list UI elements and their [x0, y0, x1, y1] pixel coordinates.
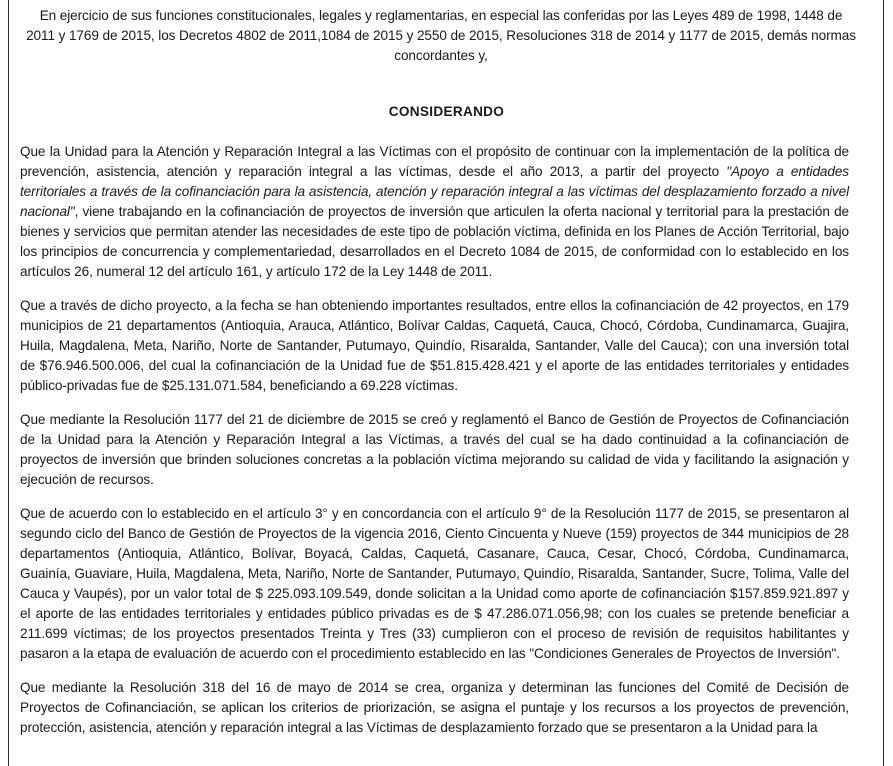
paragraph-4: Que de acuerdo con lo establecido en el artículo 3° y en concordancia con el artículo 9° de la Resolución 1177 de 2015, se presentaron al segundo ciclo del Banco de Gestión de Proyectos de la vigencia 2016, Ciento Cincuenta y Nueve (159) proyectos de 344 municipios de 28 departamentos (Antioquia, Atlántico, Bolívar, Boyacá, Caldas, Caquetá, Casanare, Cauca, Cesar, Chocó, Córdoba, Cundinamarca, Guainía, Guaviare, Huila, Magdalena, Meta, Nariño, Norte de Santander, Putumayo, Quindío, Risaralda, Santander, Sucre, Tolima, Valle del Cauca y Vaupés), por un valor total de $ 225.093.109.549, donde solicitan a la Unidad como aporte de cofinanciación $157.859.921.897 y el aporte de las entidades territoriales y entidades público privadas es de $ 47.286.071.056,98; con los cuales se pretende beneficiar a 211.699 víctimas; de los proyectos presentados Treinta y Tres (33) cumplieron con el proceso de revisión de requisitos habilitantes y pasaron a la etapa de evaluación de acuerdo con el procedimiento establecido en las "Condiciones Generales de Proyectos de Inversión".	[20, 506, 849, 661]
paragraph-1	[20, 142, 849, 282]
paragraph-1-text-start: Que la Unidad para la Atención y Reparación Integral a las Víctimas con el propósito de continuar con la implementación de la política de prevención, asistencia, atención y reparación integral a las víctimas, desde el año 2013, a partir del proyecto	[20, 144, 849, 179]
section-heading: CONSIDERANDO	[388, 104, 505, 119]
intro-paragraph: En ejercicio de sus funciones constitucionales, legales y reglamentarias, en especial las conferidas por las Leyes 489 de 1998, 1448 de 2011 y 1769 de 2015, los Decretos 4802 de 2011,1084 de 2015 y 2550 de 2015, Resoluciones 318 de 2014 y 1177 de 2015, demás normas concordantes y,	[26, 8, 856, 63]
paragraph-2: Que a través de dicho proyecto, a la fecha se han obteniendo importantes resultados, entre ellos la cofinanciación de 42 proyectos, en 179 municipios de 21 departamentos (Antioquia, Arauca, Atlántico, Bolívar Caldas, Caquetá, Cauca, Chocó, Córdoba, Cundinamarca, Guajira, Huila, Magdalena, Meta, Nariño, Norte de Santander, Putumayo, Quindío, Risaralda, Santander, Valle del Cauca); con una inversión total de $76.946.500.006, del cual la cofinanciación de la Unidad fue de $51.815.428.421 y el aporte de las entidades territoriales y entidades público-privadas fue de $25.131.071.584, beneficiando a 69.228 víctimas.	[20, 298, 849, 393]
paragraph-5: Que mediante la Resolución 318 del 16 de mayo de 2014 se crea, organiza y determinan las funciones del Comité de Decisión de Proyectos de Cofinanciación, se aplican los criterios de priorización, se asigna el puntaje y los recursos a los proyectos de prevención, protección, asistencia, atención y reparación integral a las Víctimas de desplazamiento forzado que se presentaron a la Unidad para la	[20, 680, 849, 735]
paragraph-3: Que mediante la Resolución 1177 del 21 de diciembre de 2015 se creó y reglamentó el Banco de Gestión de Proyectos de Cofinanciación de la Unidad para la Atención y Reparación Integral a las Víctimas, a través del cual se ha dado continuidad a la cofinanciación de proyectos de inversión que brinden soluciones concretas a la población víctima mejorando su calidad de vida y facilitando la asignación y ejecución de recursos.	[20, 412, 849, 487]
paragraph-1-project-title: "Apoyo a entidades territoriales a través de la cofinanciación para la asistencia, atención y reparación integral a las víctimas del desplazamiento forzado a nivel nacional"	[20, 164, 849, 219]
document-body	[20, 142, 849, 752]
paragraph-1-text-end: , viene trabajando en la cofinanciación de proyectos de inversión que articulen la oferta nacional y territorial para la prestación de bienes y servicios que permitan atender las necesidades de este tipo de población víctima, definida en los Planes de Acción Territorial, bajo los principios de concurrencia y complementariedad, desarrollados en el Decreto 1084 de 2015, de conformidad con lo establecido en los artículos 26, numeral 12 del artículo 161, y artículo 172 de la Ley 1448 de 2011.	[20, 204, 849, 279]
